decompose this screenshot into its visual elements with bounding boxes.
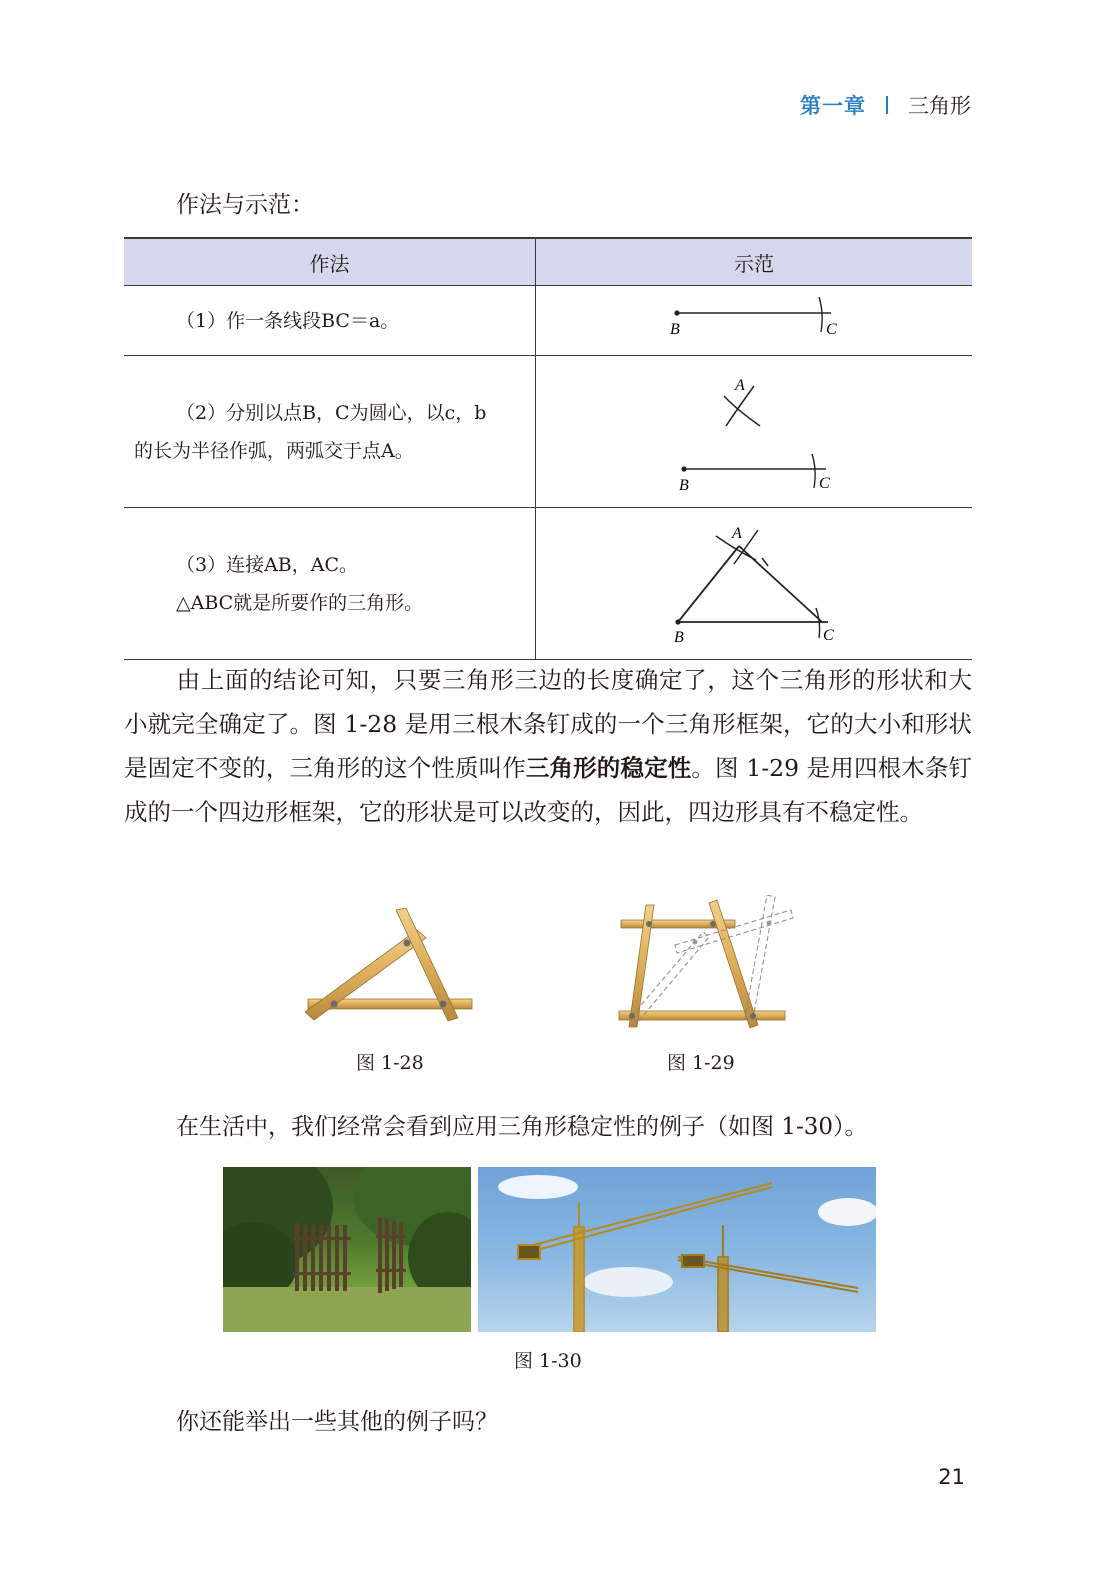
crane-2 xyxy=(678,1225,858,1332)
header-divider xyxy=(886,96,888,114)
nail xyxy=(767,921,772,926)
label-a: A xyxy=(735,377,745,394)
nail xyxy=(440,1001,447,1008)
question-text: 你还能举出一些其他的例子吗？ xyxy=(176,1409,498,1435)
nail xyxy=(693,940,698,945)
examples-sentence: 在生活中，我们经常会看到应用三角形稳定性的例子（如图 1-30）。 xyxy=(176,1114,868,1140)
point-b xyxy=(674,310,679,315)
step-2-text-line2: 的长为半径作弧，两弧交于点A。 xyxy=(134,439,414,462)
chapter-label: 第一章 xyxy=(800,94,866,118)
nail xyxy=(331,1001,338,1008)
page-header xyxy=(800,90,971,120)
point-b xyxy=(681,466,686,471)
step-1-diagram xyxy=(536,286,972,350)
crane-1 xyxy=(518,1183,772,1332)
step-row-2 xyxy=(124,356,972,508)
figure-caption-28: 图 1-28 xyxy=(356,1052,424,1074)
cloud xyxy=(498,1175,578,1199)
step-1-text: （1）作一条线段BC＝a。 xyxy=(176,309,400,332)
nail xyxy=(404,940,411,947)
label-c: C xyxy=(819,475,830,492)
construction-table xyxy=(124,237,972,660)
nail xyxy=(646,921,652,927)
step-3-text-line1: （3）连接AB，AC。 xyxy=(176,553,359,576)
section-label: 三角形 xyxy=(908,94,971,118)
point-b xyxy=(675,619,680,624)
garden-gate-photo xyxy=(223,1167,471,1332)
header-demo: 示范 xyxy=(536,238,973,286)
tick-ac xyxy=(762,558,768,566)
side-ac xyxy=(739,546,822,622)
body-paragraph xyxy=(124,658,972,834)
triangle-frame-figure xyxy=(300,908,480,1028)
quadrilateral-frame-figure xyxy=(615,895,795,1035)
tower-crane-photo xyxy=(478,1167,876,1332)
step-row-3 xyxy=(124,508,972,660)
paragraph-text-2: 。图 1-29 是用四根木条钉成的一个四边形框架，它的形状是可以改变的，因此，四边形具有不稳定性。 xyxy=(124,754,973,826)
label-a: A xyxy=(732,525,742,542)
lawn xyxy=(223,1287,471,1332)
label-c: C xyxy=(826,321,837,338)
dashed-deformed-frame xyxy=(631,895,793,1023)
wood-strip-right xyxy=(709,900,758,1028)
key-term: 三角形的稳定性 xyxy=(525,754,692,782)
side-ab xyxy=(678,546,739,622)
step-row-1 xyxy=(124,286,972,356)
paragraph-text-1: 由上面的结论可知，只要三角形三边的长度确定了，这个三角形的形状和大小就完全确定了。图 1-28 是用三根木条钉成的一个三角形框架，它的大小和形状是固定不变的，三角形的这个性质叫作 xyxy=(124,666,972,782)
nail xyxy=(629,1013,635,1019)
figure-caption-29: 图 1-29 xyxy=(667,1052,735,1074)
figure-caption-30: 图 1-30 xyxy=(514,1350,582,1372)
step-2-text-line1: （2）分别以点B，C为圆心，以c，b xyxy=(176,401,487,424)
step-3-text-line2: △ABC就是所要作的三角形。 xyxy=(176,591,424,614)
nail xyxy=(710,921,716,927)
label-c: C xyxy=(823,627,834,644)
step-2-diagram xyxy=(536,356,972,502)
label-b: B xyxy=(679,477,689,494)
step-3-diagram xyxy=(536,508,972,654)
arc-mark-c xyxy=(819,297,822,332)
arc-mark-c xyxy=(816,608,820,638)
label-b: B xyxy=(674,629,684,646)
nail xyxy=(750,1013,756,1019)
cloud xyxy=(818,1198,876,1226)
page-number: 21 xyxy=(938,1465,965,1489)
header-method: 作法 xyxy=(124,238,536,286)
intro-heading: 作法与示范： xyxy=(176,192,314,218)
wood-strip-bottom xyxy=(619,1011,785,1020)
cloud xyxy=(583,1267,673,1297)
arc-mark-c xyxy=(812,454,815,488)
label-b: B xyxy=(670,321,680,338)
